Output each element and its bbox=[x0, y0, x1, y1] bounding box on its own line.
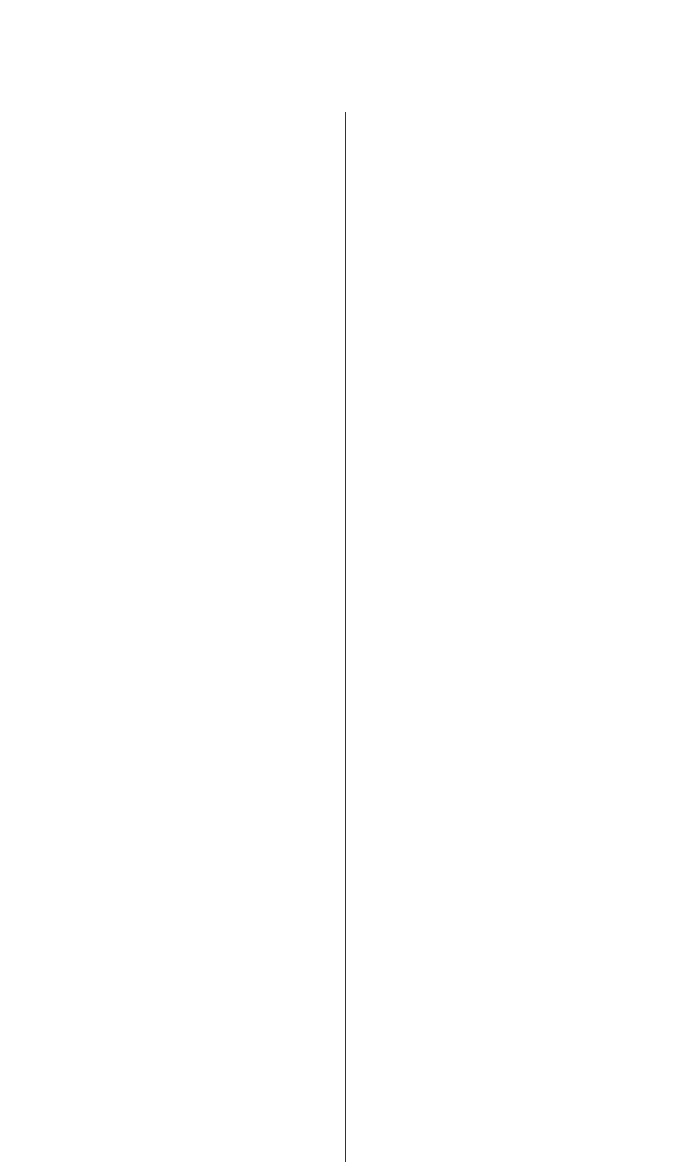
column-divider bbox=[345, 112, 346, 1162]
